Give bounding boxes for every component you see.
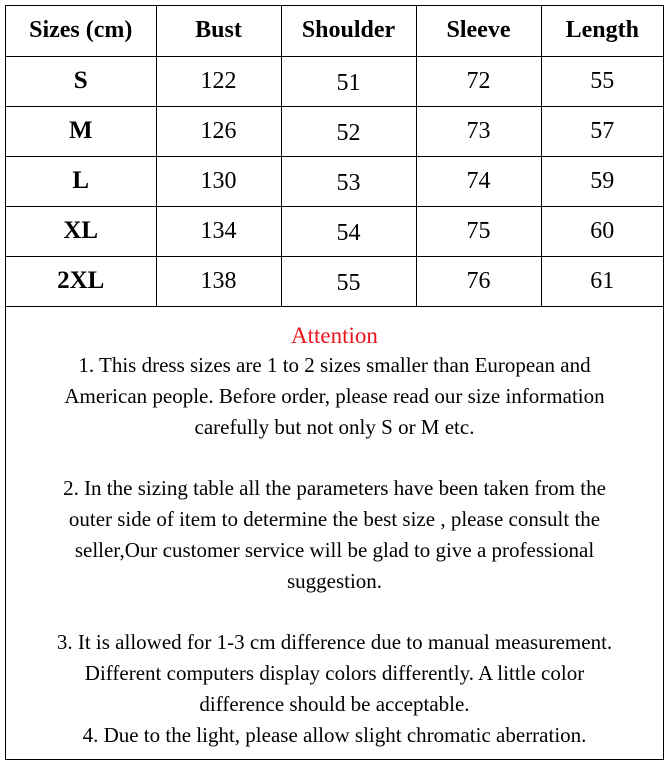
shoulder-cell: 55: [281, 256, 416, 306]
sleeve-cell: 72: [416, 56, 541, 106]
note-line: carefully but not only S or M etc.: [194, 415, 475, 439]
table-row: [6, 256, 663, 306]
note-2: [6, 473, 663, 597]
note-line: 2. In the sizing table all the parameters have been taken from the: [63, 476, 606, 500]
size-cell: XL: [6, 206, 156, 256]
note-line: outer side of item to determine the best size , please consult the: [68, 507, 601, 531]
note-line: difference should be acceptable.: [199, 692, 470, 716]
table-header-row: [6, 6, 663, 56]
note-1: [6, 350, 663, 443]
shoulder-cell: 54: [281, 206, 416, 256]
attention-notes: [6, 312, 663, 751]
header-shoulder: Shoulder: [281, 6, 416, 56]
table-row: [6, 156, 663, 206]
shoulder-cell: 52: [281, 106, 416, 156]
size-table: [6, 6, 663, 307]
note-4: [6, 720, 663, 751]
length-cell: 61: [541, 256, 663, 306]
header-bust: Bust: [156, 6, 281, 56]
sleeve-cell: 76: [416, 256, 541, 306]
bust-cell: 134: [156, 206, 281, 256]
header-sizes: Sizes (cm): [6, 6, 156, 56]
spacer: [6, 443, 663, 473]
length-cell: 60: [541, 206, 663, 256]
note-3: [6, 627, 663, 720]
length-cell: 57: [541, 106, 663, 156]
bust-cell: 138: [156, 256, 281, 306]
size-cell: 2XL: [6, 256, 156, 306]
note-line: American people. Before order, please read our size information: [64, 384, 605, 408]
bust-cell: 126: [156, 106, 281, 156]
table-row: [6, 106, 663, 156]
spacer: [6, 597, 663, 627]
length-cell: 55: [541, 56, 663, 106]
note-line: Different computers display colors differently. A little color: [84, 661, 585, 685]
bust-cell: 130: [156, 156, 281, 206]
bust-cell: 122: [156, 56, 281, 106]
table-row: [6, 206, 663, 256]
note-line: 4. Due to the light, please allow slight chromatic aberration.: [82, 723, 587, 747]
sleeve-cell: 74: [416, 156, 541, 206]
size-cell: L: [6, 156, 156, 206]
size-cell: M: [6, 106, 156, 156]
sleeve-cell: 73: [416, 106, 541, 156]
table-row: [6, 56, 663, 106]
note-line: 3. It is allowed for 1-3 cm difference due to manual measurement.: [56, 630, 613, 654]
header-length: Length: [541, 6, 663, 56]
note-line: 1. This dress sizes are 1 to 2 sizes smaller than European and: [78, 353, 591, 377]
sleeve-cell: 75: [416, 206, 541, 256]
shoulder-cell: 53: [281, 156, 416, 206]
note-line: seller,Our customer service will be glad to give a professional: [74, 538, 595, 562]
note-line: suggestion.: [286, 569, 383, 593]
header-sleeve: Sleeve: [416, 6, 541, 56]
shoulder-cell: 51: [281, 56, 416, 106]
size-chart-sheet: [5, 5, 664, 760]
attention-title: Attention: [291, 323, 378, 348]
size-cell: S: [6, 56, 156, 106]
length-cell: 59: [541, 156, 663, 206]
